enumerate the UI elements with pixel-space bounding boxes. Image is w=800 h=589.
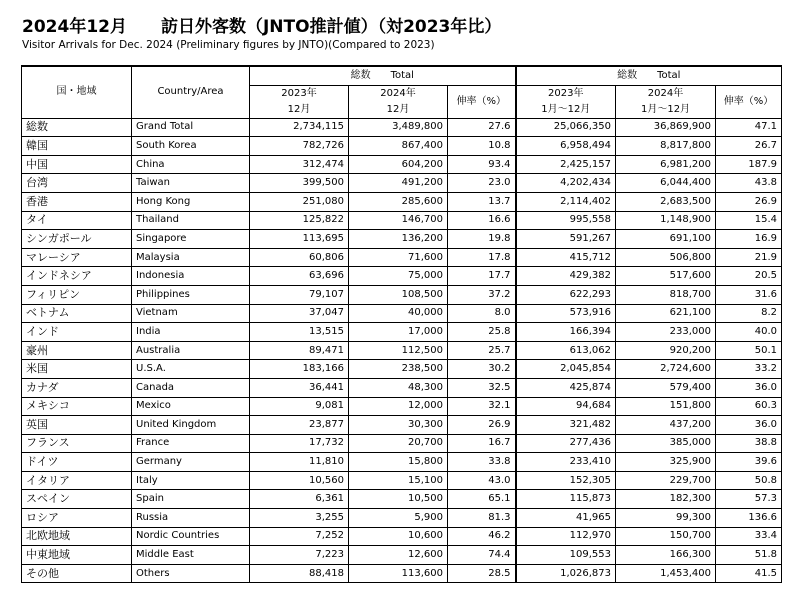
cell-month-2023: 7,252 bbox=[250, 527, 349, 546]
cell-month-growth: 25.8 bbox=[448, 323, 516, 342]
cell-ytd-growth: 26.9 bbox=[716, 192, 782, 211]
cell-country-en: Vietnam bbox=[132, 304, 250, 323]
cell-country-en: U.S.A. bbox=[132, 360, 250, 379]
table-row bbox=[22, 471, 782, 490]
cell-month-2023: 251,080 bbox=[250, 192, 349, 211]
cell-month-2024: 30,300 bbox=[349, 416, 448, 435]
cell-country-en: Taiwan bbox=[132, 174, 250, 193]
cell-region-jp: 韓国 bbox=[22, 137, 132, 156]
page-subtitle: Visitor Arrivals for Dec. 2024 (Preliminary figures by JNTO)(Compared to 2023) bbox=[22, 39, 435, 51]
cell-region-jp: その他 bbox=[22, 564, 132, 583]
cell-month-2023: 88,418 bbox=[250, 564, 349, 583]
cell-month-2023: 113,695 bbox=[250, 230, 349, 249]
header-country-en: Country/Area bbox=[132, 66, 250, 118]
table-row bbox=[22, 304, 782, 323]
table-row bbox=[22, 230, 782, 249]
cell-region-jp: フィリピン bbox=[22, 285, 132, 304]
cell-region-jp: イタリア bbox=[22, 471, 132, 490]
cell-ytd-growth: 39.6 bbox=[716, 453, 782, 472]
cell-country-en: Philippines bbox=[132, 285, 250, 304]
cell-month-2023: 63,696 bbox=[250, 267, 349, 286]
header-region-jp: 国・地域 bbox=[22, 66, 132, 118]
cell-month-2024: 15,800 bbox=[349, 453, 448, 472]
cell-month-2023: 399,500 bbox=[250, 174, 349, 193]
cell-month-growth: 32.1 bbox=[448, 397, 516, 416]
cell-ytd-growth: 38.8 bbox=[716, 434, 782, 453]
cell-month-2024: 17,000 bbox=[349, 323, 448, 342]
cell-month-growth: 27.6 bbox=[448, 118, 516, 137]
header-ytd-growth: 伸率（%） bbox=[716, 85, 782, 118]
table-row bbox=[22, 341, 782, 360]
cell-ytd-2024: 233,000 bbox=[616, 323, 716, 342]
cell-ytd-2024: 385,000 bbox=[616, 434, 716, 453]
cell-country-en: Grand Total bbox=[132, 118, 250, 137]
cell-ytd-growth: 136.6 bbox=[716, 509, 782, 528]
cell-month-2024: 15,100 bbox=[349, 471, 448, 490]
cell-month-growth: 37.2 bbox=[448, 285, 516, 304]
cell-month-growth: 17.8 bbox=[448, 248, 516, 267]
header-month-2024-year: 2024年 bbox=[380, 87, 416, 99]
cell-ytd-2023: 573,916 bbox=[516, 304, 616, 323]
cell-ytd-growth: 8.2 bbox=[716, 304, 782, 323]
cell-country-en: India bbox=[132, 323, 250, 342]
cell-ytd-2024: 229,700 bbox=[616, 471, 716, 490]
cell-ytd-growth: 187.9 bbox=[716, 155, 782, 174]
cell-region-jp: 香港 bbox=[22, 192, 132, 211]
cell-month-2024: 604,200 bbox=[349, 155, 448, 174]
cell-month-2024: 20,700 bbox=[349, 434, 448, 453]
cell-country-en: Malaysia bbox=[132, 248, 250, 267]
cell-ytd-2024: 325,900 bbox=[616, 453, 716, 472]
cell-ytd-2024: 506,800 bbox=[616, 248, 716, 267]
cell-month-growth: 17.7 bbox=[448, 267, 516, 286]
cell-ytd-2023: 995,558 bbox=[516, 211, 616, 230]
cell-month-2023: 36,441 bbox=[250, 378, 349, 397]
cell-ytd-2023: 2,114,402 bbox=[516, 192, 616, 211]
cell-month-2023: 312,474 bbox=[250, 155, 349, 174]
cell-month-growth: 46.2 bbox=[448, 527, 516, 546]
header-ytd-2024-period: 1月～12月 bbox=[640, 103, 691, 115]
header-month-2024-period: 12月 bbox=[386, 103, 410, 115]
cell-month-2023: 782,726 bbox=[250, 137, 349, 156]
table-row bbox=[22, 137, 782, 156]
cell-country-en: Germany bbox=[132, 453, 250, 472]
cell-region-jp: ベトナム bbox=[22, 304, 132, 323]
cell-month-2023: 3,255 bbox=[250, 509, 349, 528]
cell-month-growth: 30.2 bbox=[448, 360, 516, 379]
cell-ytd-2024: 579,400 bbox=[616, 378, 716, 397]
cell-ytd-2024: 8,817,800 bbox=[616, 137, 716, 156]
cell-ytd-2023: 41,965 bbox=[516, 509, 616, 528]
cell-ytd-2023: 591,267 bbox=[516, 230, 616, 249]
header-month-total: 総数 Total bbox=[250, 66, 516, 85]
cell-country-en: Middle East bbox=[132, 546, 250, 565]
cell-month-growth: 16.7 bbox=[448, 434, 516, 453]
cell-country-en: Thailand bbox=[132, 211, 250, 230]
cell-ytd-2024: 691,100 bbox=[616, 230, 716, 249]
cell-month-growth: 8.0 bbox=[448, 304, 516, 323]
cell-ytd-2024: 99,300 bbox=[616, 509, 716, 528]
cell-month-2024: 136,200 bbox=[349, 230, 448, 249]
cell-month-2023: 11,810 bbox=[250, 453, 349, 472]
cell-ytd-2024: 150,700 bbox=[616, 527, 716, 546]
cell-ytd-growth: 33.2 bbox=[716, 360, 782, 379]
cell-region-jp: ロシア bbox=[22, 509, 132, 528]
cell-month-growth: 33.8 bbox=[448, 453, 516, 472]
cell-month-growth: 28.5 bbox=[448, 564, 516, 583]
cell-country-en: South Korea bbox=[132, 137, 250, 156]
cell-ytd-2023: 613,062 bbox=[516, 341, 616, 360]
cell-month-2024: 108,500 bbox=[349, 285, 448, 304]
table-row bbox=[22, 509, 782, 528]
cell-month-2024: 40,000 bbox=[349, 304, 448, 323]
cell-region-jp: マレーシア bbox=[22, 248, 132, 267]
header-ytd-2023-year: 2023年 bbox=[548, 87, 584, 99]
cell-ytd-growth: 31.6 bbox=[716, 285, 782, 304]
header-month-growth: 伸率（%） bbox=[448, 85, 516, 118]
cell-ytd-2024: 920,200 bbox=[616, 341, 716, 360]
table-row bbox=[22, 267, 782, 286]
table-row bbox=[22, 546, 782, 565]
cell-country-en: Italy bbox=[132, 471, 250, 490]
table-row bbox=[22, 285, 782, 304]
cell-month-2024: 12,000 bbox=[349, 397, 448, 416]
cell-month-growth: 81.3 bbox=[448, 509, 516, 528]
cell-region-jp: 台湾 bbox=[22, 174, 132, 193]
cell-month-2023: 2,734,115 bbox=[250, 118, 349, 137]
cell-ytd-2024: 1,453,400 bbox=[616, 564, 716, 583]
cell-month-2023: 183,166 bbox=[250, 360, 349, 379]
cell-month-2024: 285,600 bbox=[349, 192, 448, 211]
cell-ytd-2023: 166,394 bbox=[516, 323, 616, 342]
table-row bbox=[22, 490, 782, 509]
cell-region-jp: 中国 bbox=[22, 155, 132, 174]
cell-month-2024: 238,500 bbox=[349, 360, 448, 379]
cell-ytd-2024: 818,700 bbox=[616, 285, 716, 304]
cell-ytd-2024: 621,100 bbox=[616, 304, 716, 323]
table-row bbox=[22, 564, 782, 583]
cell-ytd-2023: 233,410 bbox=[516, 453, 616, 472]
cell-month-growth: 93.4 bbox=[448, 155, 516, 174]
header-group-row bbox=[22, 66, 782, 85]
cell-month-growth: 43.0 bbox=[448, 471, 516, 490]
table-row bbox=[22, 453, 782, 472]
cell-month-2024: 112,500 bbox=[349, 341, 448, 360]
cell-ytd-growth: 43.8 bbox=[716, 174, 782, 193]
cell-month-2023: 125,822 bbox=[250, 211, 349, 230]
cell-month-2024: 113,600 bbox=[349, 564, 448, 583]
cell-ytd-growth: 33.4 bbox=[716, 527, 782, 546]
cell-month-2023: 23,877 bbox=[250, 416, 349, 435]
cell-ytd-2024: 182,300 bbox=[616, 490, 716, 509]
table-row bbox=[22, 323, 782, 342]
header-month-2024 bbox=[349, 85, 448, 118]
cell-month-2024: 5,900 bbox=[349, 509, 448, 528]
cell-ytd-growth: 36.0 bbox=[716, 416, 782, 435]
cell-month-growth: 25.7 bbox=[448, 341, 516, 360]
cell-region-jp: フランス bbox=[22, 434, 132, 453]
cell-month-2024: 12,600 bbox=[349, 546, 448, 565]
cell-country-en: Nordic Countries bbox=[132, 527, 250, 546]
cell-month-growth: 10.8 bbox=[448, 137, 516, 156]
cell-ytd-growth: 47.1 bbox=[716, 118, 782, 137]
cell-ytd-growth: 40.0 bbox=[716, 323, 782, 342]
cell-ytd-growth: 15.4 bbox=[716, 211, 782, 230]
table-row bbox=[22, 174, 782, 193]
cell-ytd-2024: 1,148,900 bbox=[616, 211, 716, 230]
cell-region-jp: インドネシア bbox=[22, 267, 132, 286]
table-row bbox=[22, 248, 782, 267]
table-row bbox=[22, 192, 782, 211]
table-row bbox=[22, 118, 782, 137]
cell-ytd-growth: 20.5 bbox=[716, 267, 782, 286]
cell-ytd-2024: 437,200 bbox=[616, 416, 716, 435]
cell-ytd-2024: 6,981,200 bbox=[616, 155, 716, 174]
cell-month-2023: 13,515 bbox=[250, 323, 349, 342]
cell-month-2023: 10,560 bbox=[250, 471, 349, 490]
header-ytd-total: 総数 Total bbox=[516, 66, 782, 85]
cell-ytd-growth: 57.3 bbox=[716, 490, 782, 509]
cell-region-jp: メキシコ bbox=[22, 397, 132, 416]
cell-ytd-growth: 50.8 bbox=[716, 471, 782, 490]
header-ytd-2023-period: 1月～12月 bbox=[541, 103, 591, 115]
cell-month-2024: 48,300 bbox=[349, 378, 448, 397]
table-row bbox=[22, 434, 782, 453]
cell-country-en: Mexico bbox=[132, 397, 250, 416]
cell-month-2024: 146,700 bbox=[349, 211, 448, 230]
cell-ytd-growth: 51.8 bbox=[716, 546, 782, 565]
cell-ytd-2023: 109,553 bbox=[516, 546, 616, 565]
cell-month-2023: 17,732 bbox=[250, 434, 349, 453]
table-row bbox=[22, 378, 782, 397]
cell-month-2024: 867,400 bbox=[349, 137, 448, 156]
cell-ytd-2024: 6,044,400 bbox=[616, 174, 716, 193]
cell-ytd-growth: 16.9 bbox=[716, 230, 782, 249]
cell-country-en: Spain bbox=[132, 490, 250, 509]
header-month-2023-year: 2023年 bbox=[281, 87, 317, 99]
cell-region-jp: 豪州 bbox=[22, 341, 132, 360]
cell-ytd-growth: 50.1 bbox=[716, 341, 782, 360]
cell-region-jp: 北欧地域 bbox=[22, 527, 132, 546]
cell-region-jp: タイ bbox=[22, 211, 132, 230]
cell-month-growth: 13.7 bbox=[448, 192, 516, 211]
cell-month-2023: 37,047 bbox=[250, 304, 349, 323]
cell-ytd-2023: 429,382 bbox=[516, 267, 616, 286]
cell-ytd-growth: 60.3 bbox=[716, 397, 782, 416]
cell-ytd-2024: 36,869,900 bbox=[616, 118, 716, 137]
cell-month-growth: 65.1 bbox=[448, 490, 516, 509]
cell-country-en: Hong Kong bbox=[132, 192, 250, 211]
cell-month-2023: 9,081 bbox=[250, 397, 349, 416]
cell-month-2023: 89,471 bbox=[250, 341, 349, 360]
page-title: 2024年12月 訪日外客数（JNTO推計値）（対2023年比） bbox=[22, 17, 502, 37]
cell-month-2024: 10,500 bbox=[349, 490, 448, 509]
table-row bbox=[22, 211, 782, 230]
cell-ytd-2023: 2,425,157 bbox=[516, 155, 616, 174]
header-month-2023-period: 12月 bbox=[287, 103, 311, 115]
cell-ytd-2023: 425,874 bbox=[516, 378, 616, 397]
cell-ytd-2023: 94,684 bbox=[516, 397, 616, 416]
cell-region-jp: ドイツ bbox=[22, 453, 132, 472]
table-body bbox=[22, 118, 782, 583]
cell-ytd-2023: 277,436 bbox=[516, 434, 616, 453]
cell-country-en: Canada bbox=[132, 378, 250, 397]
table-row bbox=[22, 416, 782, 435]
table-row bbox=[22, 360, 782, 379]
cell-region-jp: 米国 bbox=[22, 360, 132, 379]
table-row bbox=[22, 527, 782, 546]
table-row bbox=[22, 155, 782, 174]
cell-ytd-2024: 151,800 bbox=[616, 397, 716, 416]
cell-country-en: Singapore bbox=[132, 230, 250, 249]
cell-month-growth: 23.0 bbox=[448, 174, 516, 193]
cell-ytd-2023: 6,958,494 bbox=[516, 137, 616, 156]
cell-ytd-2023: 112,970 bbox=[516, 527, 616, 546]
cell-region-jp: 総数 bbox=[22, 118, 132, 137]
cell-ytd-growth: 36.0 bbox=[716, 378, 782, 397]
cell-month-2024: 75,000 bbox=[349, 267, 448, 286]
cell-ytd-2024: 166,300 bbox=[616, 546, 716, 565]
header-ytd-2024-year: 2024年 bbox=[647, 87, 684, 99]
cell-month-growth: 16.6 bbox=[448, 211, 516, 230]
cell-month-2023: 60,806 bbox=[250, 248, 349, 267]
cell-ytd-2023: 2,045,854 bbox=[516, 360, 616, 379]
cell-region-jp: シンガポール bbox=[22, 230, 132, 249]
cell-month-2023: 79,107 bbox=[250, 285, 349, 304]
cell-month-2024: 10,600 bbox=[349, 527, 448, 546]
visitor-arrivals-table bbox=[21, 65, 782, 583]
cell-country-en: China bbox=[132, 155, 250, 174]
cell-month-growth: 32.5 bbox=[448, 378, 516, 397]
table-row bbox=[22, 397, 782, 416]
cell-ytd-2024: 2,683,500 bbox=[616, 192, 716, 211]
cell-ytd-growth: 26.7 bbox=[716, 137, 782, 156]
cell-month-2023: 7,223 bbox=[250, 546, 349, 565]
cell-country-en: Russia bbox=[132, 509, 250, 528]
cell-month-2024: 491,200 bbox=[349, 174, 448, 193]
cell-region-jp: 中東地域 bbox=[22, 546, 132, 565]
cell-month-2024: 71,600 bbox=[349, 248, 448, 267]
cell-ytd-2023: 1,026,873 bbox=[516, 564, 616, 583]
cell-region-jp: スペイン bbox=[22, 490, 132, 509]
cell-region-jp: 英国 bbox=[22, 416, 132, 435]
cell-ytd-2023: 152,305 bbox=[516, 471, 616, 490]
cell-ytd-2023: 115,873 bbox=[516, 490, 616, 509]
cell-ytd-2024: 2,724,600 bbox=[616, 360, 716, 379]
header-month-2023 bbox=[250, 85, 349, 118]
cell-ytd-2024: 517,600 bbox=[616, 267, 716, 286]
header-ytd-2023 bbox=[516, 85, 616, 118]
cell-month-2024: 3,489,800 bbox=[349, 118, 448, 137]
cell-ytd-2023: 321,482 bbox=[516, 416, 616, 435]
cell-ytd-2023: 4,202,434 bbox=[516, 174, 616, 193]
header-ytd-2024 bbox=[616, 85, 716, 118]
cell-ytd-2023: 25,066,350 bbox=[516, 118, 616, 137]
cell-ytd-2023: 622,293 bbox=[516, 285, 616, 304]
cell-country-en: Australia bbox=[132, 341, 250, 360]
cell-month-growth: 74.4 bbox=[448, 546, 516, 565]
cell-month-2023: 6,361 bbox=[250, 490, 349, 509]
cell-ytd-growth: 41.5 bbox=[716, 564, 782, 583]
cell-ytd-growth: 21.9 bbox=[716, 248, 782, 267]
cell-ytd-2023: 415,712 bbox=[516, 248, 616, 267]
cell-month-growth: 26.9 bbox=[448, 416, 516, 435]
cell-region-jp: カナダ bbox=[22, 378, 132, 397]
cell-country-en: France bbox=[132, 434, 250, 453]
cell-country-en: Indonesia bbox=[132, 267, 250, 286]
cell-month-growth: 19.8 bbox=[448, 230, 516, 249]
cell-region-jp: インド bbox=[22, 323, 132, 342]
cell-country-en: United Kingdom bbox=[132, 416, 250, 435]
cell-country-en: Others bbox=[132, 564, 250, 583]
